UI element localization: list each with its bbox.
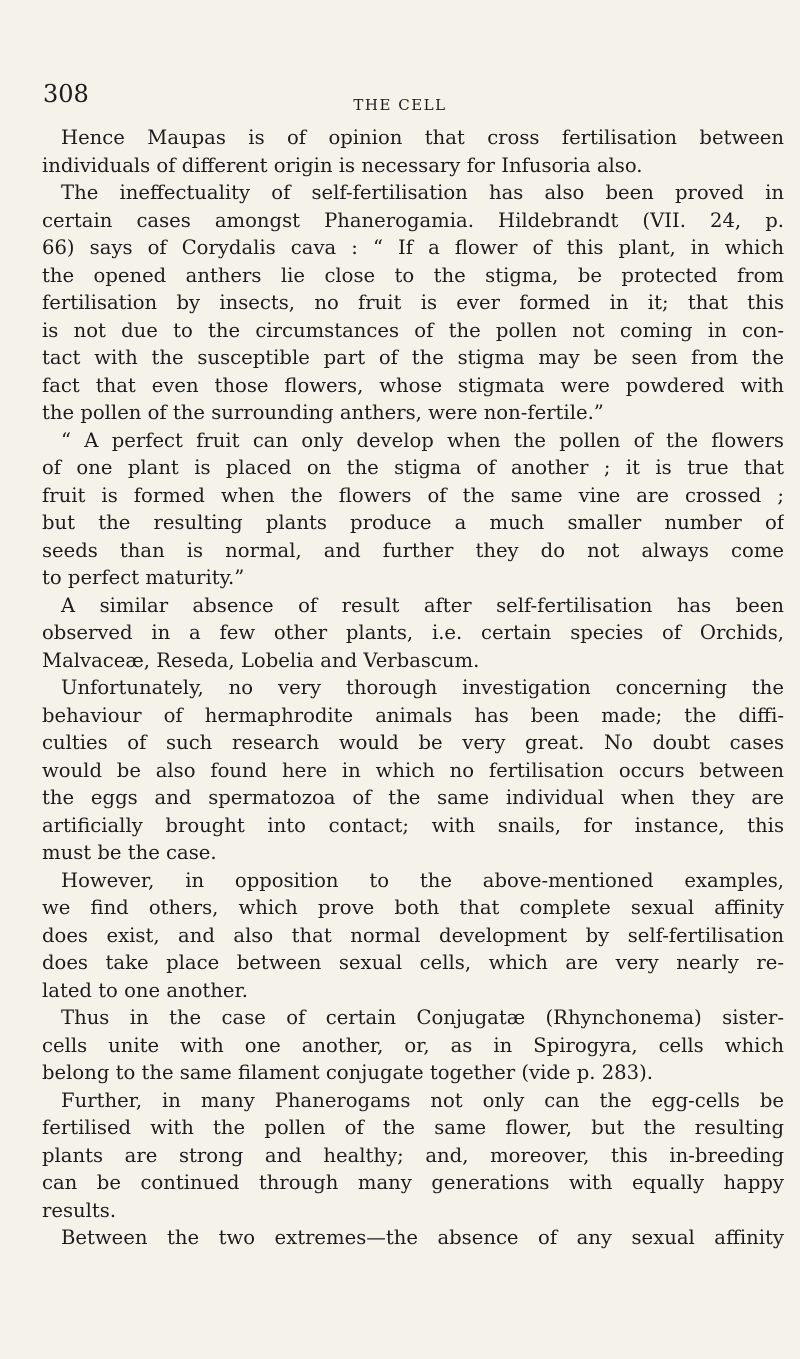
- text-line: belong to the same filament conjugate together (vide p. 283).: [42, 1061, 653, 1084]
- text-line: Further, in many Phanerogams not only can the egg-cells be: [61, 1088, 784, 1112]
- text-line: we find others, which prove both that complete sexual affinity: [42, 896, 784, 919]
- text-line: can be continued through many generations with equally happy: [42, 1171, 784, 1194]
- text-line: However, in opposition to the above-mentioned examples,: [61, 868, 784, 892]
- text-line: Hence Maupas is of opinion that cross fertilisation between: [61, 126, 784, 149]
- text-line: to perfect maturity.”: [42, 566, 245, 589]
- text-line: does exist, and also that normal development by self-fertilisation: [42, 923, 784, 947]
- text-line: of one plant is placed on the stigma of another ; it is true that: [42, 456, 784, 479]
- text-line: observed in a few other plants, i.e. certain species of Orchids,: [42, 621, 784, 644]
- running-title: THE CELL: [353, 96, 447, 114]
- text-line: seeds than is normal, and further they do not always come: [42, 538, 784, 562]
- text-line: fertilisation by insects, no fruit is ever formed in it; that this: [42, 291, 784, 314]
- text-line: does take place between sexual cells, which are very nearly re-: [42, 951, 784, 974]
- text-line: culties of such research would be very great. No doubt cases: [42, 731, 784, 754]
- text-line: individuals of different origin is necessary for Infusoria also.: [42, 153, 643, 177]
- text-line: must be the case.: [42, 841, 217, 864]
- text-line: the eggs and spermatozoa of the same individual when they are: [42, 786, 784, 809]
- text-line: would be also found here in which no fertilisation occurs between: [42, 758, 784, 782]
- text-line: artificially brought into contact; with snails, for instance, this: [42, 813, 784, 837]
- body-text: [42, 124, 784, 1252]
- text-line: is not due to the circumstances of the pollen not coming in con-: [42, 318, 784, 342]
- text-line: results.: [42, 1198, 117, 1222]
- text-line: fertilised with the pollen of the same flower, but the resulting: [42, 1116, 784, 1139]
- text-line: The ineffectuality of self-fertilisation has also been proved in: [61, 181, 784, 204]
- text-line: certain cases amongst Phanerogamia. Hildebrandt (VII. 24, p.: [42, 208, 784, 232]
- text-line: but the resulting plants produce a much smaller number of: [42, 511, 784, 534]
- text-line: fact that even those flowers, whose stigmata were powdered with: [42, 373, 784, 397]
- text-line: the opened anthers lie close to the stigma, be protected from: [42, 263, 784, 287]
- text-line: 66) says of Corydalis cava : “ If a flower of this plant, in which: [42, 236, 784, 259]
- text-line: Thus in the case of certain Conjugatæ (Rhynchonema) sister-: [61, 1006, 784, 1029]
- text-line: behaviour of hermaphrodite animals has been made; the diffi-: [42, 703, 784, 727]
- text-line: Unfortunately, no very thorough investigation concerning the: [61, 676, 784, 699]
- text-line: cells unite with one another, or, as in Spirogyra, cells which: [42, 1033, 784, 1057]
- text-line: lated to one another.: [42, 978, 248, 1002]
- text-line: Malvaceæ, Reseda, Lobelia and Verbascum.: [42, 648, 480, 672]
- text-line: A similar absence of result after self-fertilisation has been: [61, 593, 784, 617]
- text-line: the pollen of the surrounding anthers, were non-fertile.”: [42, 401, 604, 424]
- text-line: plants are strong and healthy; and, moreover, this in-breeding: [42, 1143, 784, 1167]
- text-line: fruit is formed when the flowers of the same vine are crossed ;: [42, 483, 784, 507]
- text-line: Between the two extremes—the absence of any sexual affinity: [61, 1226, 784, 1249]
- page-number: 308: [43, 80, 89, 108]
- text-line: tact with the susceptible part of the stigma may be seen from the: [42, 346, 784, 369]
- text-line: “ A perfect fruit can only develop when the pollen of the flowers: [61, 428, 784, 452]
